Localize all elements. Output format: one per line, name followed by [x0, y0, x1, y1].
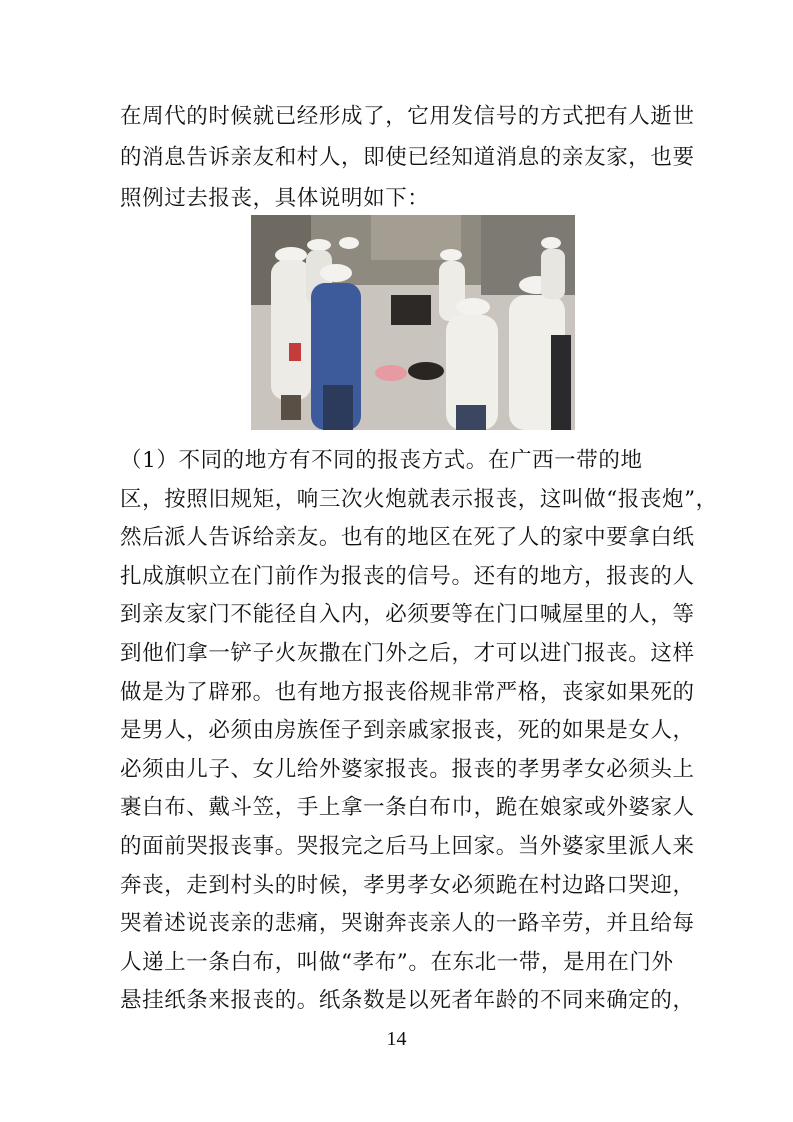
paragraph-line-4: 扎成旗帜立在门前作为报丧的信号。还有的地方，报丧的人 — [120, 563, 695, 589]
paragraph-line-9: 必须由儿子、女儿给外婆家报丧。报丧的孝男孝女必须头上 — [120, 756, 695, 782]
funeral-scene-image — [251, 215, 575, 430]
paragraph-line-3: 然后派人告诉给亲友。也有的地区在死了人的家中要拿白纸 — [120, 525, 695, 551]
paragraph-line-11: 的面前哭报丧事。哭报完之后马上回家。当外婆家里派人来 — [120, 834, 695, 859]
paragraph-line-15: 悬挂纸条来报丧的。纸条数是以死者年龄的不同来确定的， — [120, 988, 695, 1014]
paragraph-line-7: 做是为了辟邪。也有地方报丧俗规非常严格，丧家如果死的 — [120, 679, 695, 705]
intro-line-3: 照例过去报丧，具体说明如下： — [120, 186, 430, 211]
paragraph-line-1: （1）不同的地方有不同的报丧方式。在广西一带的地 — [120, 448, 643, 473]
intro-line-1: 在周代的时候就已经形成了，它用发信号的方式把有人逝世 — [120, 104, 695, 129]
paragraph-line-6: 到他们拿一铲子火灰撒在门外之后，才可以进门报丧。这样 — [120, 641, 695, 666]
funeral-photo — [251, 215, 575, 430]
paragraph-line-13: 哭着述说丧亲的悲痛，哭谢奔丧亲人的一路辛劳，并且给每 — [120, 911, 695, 937]
page-number: 14 — [386, 1028, 407, 1050]
paragraph-line-12: 奔丧，走到村头的时候，孝男孝女必须跪在村边路口哭迎， — [120, 872, 695, 898]
paragraph-line-5: 到亲友家门不能径自入内，必须要等在门口喊屋里的人，等 — [120, 602, 695, 628]
paragraph-line-2: 区，按照旧规矩，响三次火炮就表示报丧，这叫做“报丧炮”， — [120, 486, 718, 512]
paragraph-line-10: 裹白布、戴斗笠，手上拿一条白布巾，跪在娘家或外婆家人 — [120, 795, 695, 821]
paragraph-line-14: 人递上一条白布，叫做“孝布”。在东北一带，是用在门外 — [120, 949, 674, 975]
paragraph-line-8: 是男人，必须由房族侄子到亲戚家报丧，死的如果是女人， — [120, 718, 695, 744]
intro-line-2: 的消息告诉亲友和村人，即使已经知道消息的亲友家，也要 — [120, 145, 695, 170]
